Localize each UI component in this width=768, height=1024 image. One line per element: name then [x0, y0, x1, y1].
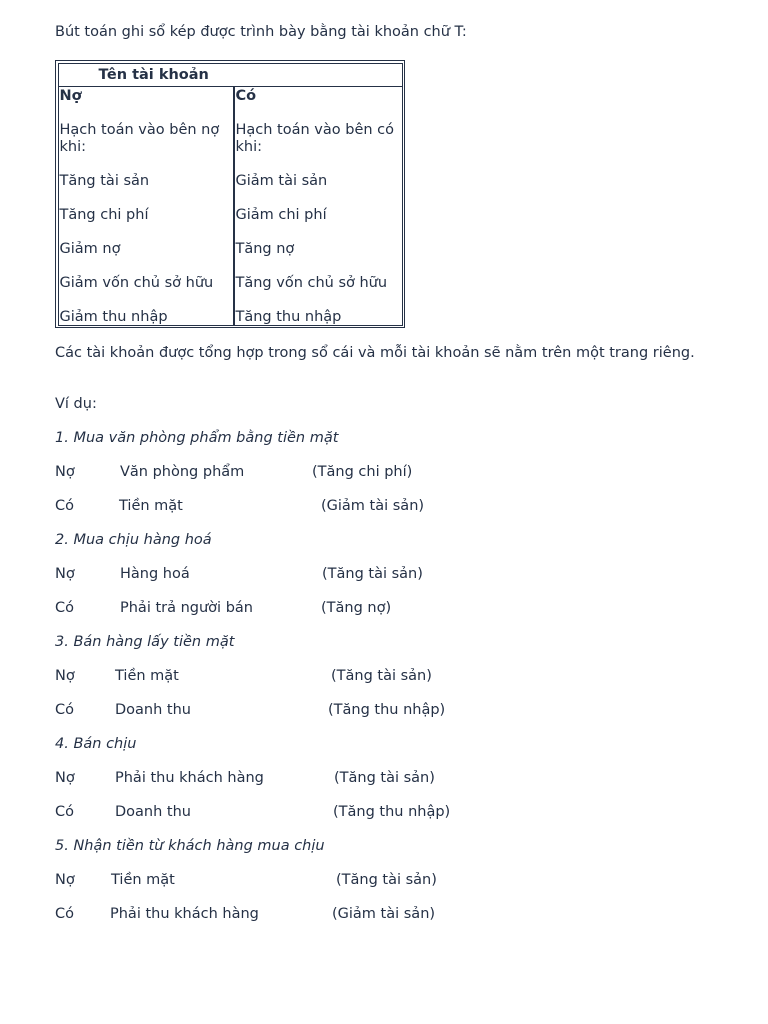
entry-effect: (Tăng tài sản)	[336, 872, 437, 888]
credit-row: Hạch toán vào bên có khi:	[235, 121, 395, 155]
credit-row: Tăng vốn chủ sở hữu	[235, 274, 388, 291]
example-title: 4. Bán chịu	[55, 736, 137, 752]
debit-row: Tăng tài sản	[59, 172, 150, 189]
entry-side: Có	[55, 804, 74, 820]
entry-effect: (Tăng tài sản)	[322, 566, 423, 582]
entry-side: Có	[55, 600, 74, 616]
entry-side: Nợ	[55, 872, 75, 888]
intro-text: Bút toán ghi sổ kép được trình bày bằng tài khoản chữ T:	[55, 24, 467, 40]
t-account-table	[55, 60, 405, 328]
credit-row: Tăng nợ	[235, 240, 295, 257]
credit-header: Có	[235, 87, 257, 104]
entry-account: Tiền mặt	[119, 498, 183, 514]
example-title: 5. Nhận tiền từ khách hàng mua chịu	[55, 838, 325, 854]
example-label: Ví dụ:	[55, 396, 97, 412]
example-title: 3. Bán hàng lấy tiền mặt	[55, 634, 235, 650]
entry-effect: (Tăng chi phí)	[312, 464, 413, 480]
entry-side: Có	[55, 702, 74, 718]
entry-side: Có	[55, 906, 74, 922]
credit-row: Giảm chi phí	[235, 206, 327, 223]
entry-side: Nợ	[55, 668, 75, 684]
entry-effect: (Tăng thu nhập)	[333, 804, 451, 820]
entry-account: Tiền mặt	[111, 872, 175, 888]
debit-header: Nợ	[59, 87, 82, 104]
entry-effect: (Tăng thu nhập)	[328, 702, 446, 718]
entry-account: Doanh thu	[115, 702, 191, 718]
entry-account: Phải thu khách hàng	[110, 906, 259, 922]
entry-side: Nợ	[55, 770, 75, 786]
entry-side: Nợ	[55, 566, 75, 582]
debit-row: Tăng chi phí	[59, 206, 149, 223]
entry-account: Tiền mặt	[115, 668, 179, 684]
debit-column	[60, 88, 233, 343]
entry-side: Có	[55, 498, 74, 514]
entry-account: Hàng hoá	[120, 566, 190, 582]
t-account-title: Tên tài khoản	[98, 66, 209, 83]
entry-effect: (Giảm tài sản)	[332, 906, 436, 922]
entry-account: Doanh thu	[115, 804, 191, 820]
entry-effect: (Tăng tài sản)	[331, 668, 432, 684]
credit-row: Giảm tài sản	[235, 172, 328, 189]
example-title: 1. Mua văn phòng phẩm bằng tiền mặt	[55, 430, 339, 446]
t-account-vertical-rule	[233, 86, 235, 325]
credit-row: Tăng thu nhập	[235, 308, 342, 325]
entry-effect: (Tăng tài sản)	[334, 770, 435, 786]
t-account-inner-border	[58, 63, 403, 326]
entry-account: Phải trả người bán	[120, 600, 253, 616]
debit-row: Giảm vốn chủ sở hữu	[59, 274, 214, 291]
debit-row: Hạch toán vào bên nợ khi:	[59, 121, 220, 155]
entry-side: Nợ	[55, 464, 75, 480]
ledger-note: Các tài khoản được tổng hợp trong sổ cái và mỗi tài khoản sẽ nằm trên một trang riêng.	[55, 345, 695, 361]
entry-account: Văn phòng phẩm	[120, 464, 245, 480]
credit-column	[236, 88, 406, 343]
example-title: 2. Mua chịu hàng hoá	[55, 532, 212, 548]
entry-effect: (Giảm tài sản)	[321, 498, 425, 514]
entry-account: Phải thu khách hàng	[115, 770, 264, 786]
entry-effect: (Tăng nợ)	[321, 600, 392, 616]
debit-row: Giảm thu nhập	[59, 308, 168, 325]
debit-row: Giảm nợ	[59, 240, 121, 257]
